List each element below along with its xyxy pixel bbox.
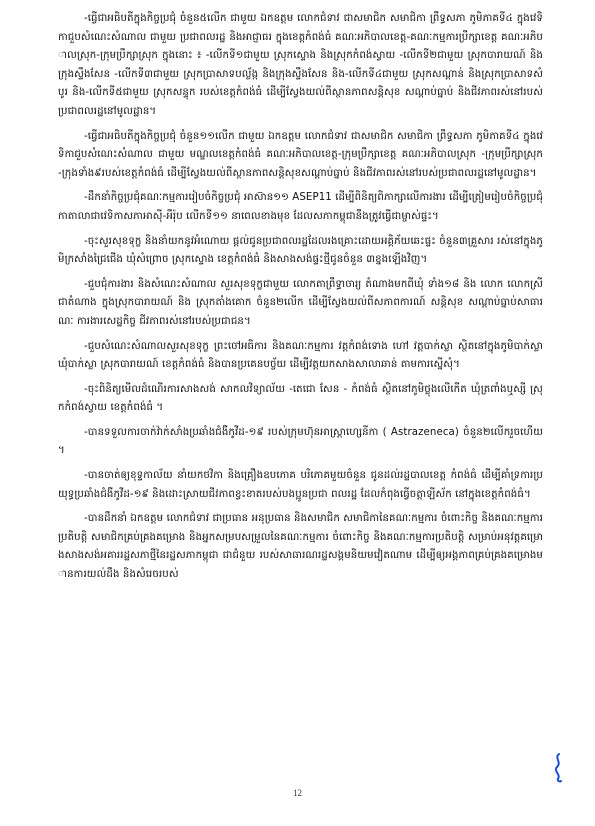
activity-paragraph-5: -ជួបជុំការងារ និងសំណេះសំណាល សួរសុខទុក្ខជាមួយ លោកតាព្រឹទ្ធាចារ្យ តំណាងមកពីឃុំ ទាំង១៨ និង លោក លោកស្រីជាតំណាង ក្នុងស្រុកបារាយណ៍ និង ស្រុកតាំងគោក ចំនួន២លើក ដើម្បីស្វែងយល់ពីសភាពការណ៍ សន្តិសុខ សណ្តាប់ធ្នាប់សាធារណៈ ការងារសេដ្ឋកិច្ច ជីវភាពរស់នៅរបស់ប្រជាជន។ — [58, 278, 543, 327]
activity-paragraph-6: -ជួបសំណេះសំណាលសួរសុខទុក្ខ ព្រះចៅអធិការ និងគណៈកម្មការ វត្តកំពង់ទោង ហៅ វត្តបាក់ស្លា ស្ថិតនៅក្នុងភូមិបាក់ស្លា ឃុំបាក់ស្លា ស្រុកបារាយណ៍ ខេត្តកំពង់ធំ និងបានប្រគេនបច្ច័យ ដើម្បីវត្តយកសាងសាលាឆាន់ តាមការស្នើសុំ។ — [58, 340, 543, 371]
activity-paragraph-7: -ចុះពិនិត្យមើលដំណើរការសាងសង់ សាកលវិទ្យាល័យ -តេជោ សែន - កំពង់ធំ ស្ថិតនៅភូមិថ្លុងលើកើត ឃុំត្រពាំងឬស្សី ស្រុកកំពង់ស្វាយ ខេត្តកំពង់ធំ ។ — [58, 383, 543, 414]
activity-paragraph-3: -ដឹកនាំកិច្ចប្រជុំគណៈកម្មការរៀបចំកិច្ចប្រជុំ អាស៊ាន១១ ASEP11 ដើម្បីពិនិត្យពិភាក្សាលើការងារ ដើម្បីត្រៀមរៀបចំកិច្ចប្រជុំកាតាលាជាវេទិកាសភាអាស៊ី-អឺរ៉ុប លើកទី១១ នាពេលខាងមុខ ដែលសភាកម្ពុជានឹងត្រូវធ្វើជាម្ចាស់ផ្ទះ។ — [58, 192, 543, 222]
activity-paragraph-8: -បានទទួលការចាក់វ៉ាក់សាំងប្រឆាំងជំងឺកូវីដ-១៩ របស់ក្រុមហ៊ុនអាស្រ្តាហ្សេនីកា ( Astrazeneca) ចំនួន២លើករួចហើយ។ — [58, 426, 543, 457]
activity-paragraph-1: -ធ្វើជាអធិបតីក្នុងកិច្ចប្រជុំ ចំនួន៥លើក ជាមួយ ឯកឧត្តម លោកជំទាវ ជាសមាជិក សមាជិកា ព្រឹទ្ធសភា ភូមិភាគទី៤ ក្នុងវេទិកាជួបសំណេះសំណាល ជាមួយ ប្រជាពលរដ្ឋ និងអាជ្ញាធរ ក្នុងខេត្តកំពង់ធំ គណៈអភិបាលខេត្ត-គណៈកម្មការប្រឹក្សាខេត្ត គណៈអភិបាលស្រុក-ក្រុមប្រឹក្សាស្រុក ក្នុងនោះ ៖ -លើកទី១ជាមួយ ស្រុកស្ទោង និងស្រុកកំពង់ស្វាយ -លើកទី២ជាមួយ ស្រុកបារាយណ៍ និង ក្រុងស្ទឹងសែន -លើកទី៣ជាមួយ ស្រុកប្រាសាទបល្ល័ង្ក និងក្រុងស្ទឹងសែន និង-លើកទី៤ជាមួយ ស្រុកសណ្តាន់ និងស្រុកប្រាសាទសំបូរ និង-លើកទី៥ជាមួយ ស្រុកសន្ទុក របស់ខេត្តកំពង់ធំ ដើម្បីស្វែងយល់ពីស្ថានភាពសន្តិសុខ សណ្តាប់ធ្នាប់ និងជីវភាពរស់នៅរបស់ប្រជាពលរដ្ឋនៅមូលដ្ឋាន។ — [58, 13, 543, 117]
page-number: 12 — [293, 788, 302, 798]
activity-paragraph-4: -ចុះសួរសុខទុក្ខ និងនាំយកនូវអំណោយ ផ្តល់ជូនប្រជាពលរដ្ឋដែលរងគ្រោះដោយអគ្គិភ័យឆេះផ្ទះ ចំនួន៣គ្រួសារ រស់នៅក្នុងភូមិក្រសាំងជ្រៃជើង ឃុំសំព្រោច ស្រុកស្ទោង ខេត្តកំពង់ធំ និងសាងសង់ផ្ទះថ្មីជូនចំនួន ៣ខ្នងឡើងវិញ។ — [58, 235, 543, 266]
activity-paragraph-2: -ធ្វើជាអធិបតីក្នុងកិច្ចប្រជុំ ចំនួន១១លើក ជាមួយ ឯកឧត្តម លោកជំទាវ ជាសមាជិក សមាជិកា ព្រឹទ្ធសភា ភូមិភាគទី៤ ក្នុងវេទិកាជួបសំណេះសំណាល ជាមួយ មណ្ឌលខេត្តកំពង់ធំ គណៈអភិបាលខេត្ត-ក្រុមប្រឹក្សាខេត្ត គណៈអភិបាលស្រុក -ក្រុមប្រឹក្សាស្រុក -ក្រុងទាំង៩របស់ខេត្តកំពង់ធំ ដើម្បីស្វែងយល់ពីស្ថានភាពសន្តិសុខសណ្តាប់ធ្នាប់ និងជីវភាពរស់នៅរបស់ប្រជាពលរដ្ឋនៅមូលដ្ឋាន។ — [58, 130, 543, 179]
activity-paragraph-9: -បានចាត់ឲ្យខុទ្ទកាល័យ នាំយកថវិកា និងគ្រឿងឧបភោគ បរិភោគមួយចំនួន ជូនដល់រដ្ឋបាលខេត្ត កំពង់ធំ ដើម្បីគាំទ្រការប្រយុទ្ធប្រឆាំងជំងឺកូវីដ-១៩ និងដោះស្រាយជីវភាពខ្វះខាតរបស់បងប្អូនប្រជា ពលរដ្ឋ ដែលកំពុងធ្វើចត្តាឡីស័ក នៅក្នុងខេត្តកំពង់ធំ។ — [58, 470, 543, 500]
report-body — [58, 10, 543, 591]
activity-paragraph-10: -បានដឹកនាំ ឯកឧត្តម លោកជំទាវ ជាប្រធាន អនុប្រធាន និងសមាជិក សមាជិកានៃគណៈកម្មការ ចំពោះកិច្ច និងគណៈកម្មការប្រតិបត្តិ សមាជិកគ្រប់គ្រងគម្រោង និងអ្នកសម្របសម្រួលនៃគណៈកម្មការ ចំពោះកិច្ច និងគណៈកម្មការប្រតិបត្តិ សម្រាប់អនុវត្តគម្រោងសាងសង់អគាររដ្ឋសភាថ្មីនៃរដ្ឋសភាកម្ពុជា ជាជំនួយ របស់សាធារណរដ្ឋសង្គមនិយមវៀតណាម ដើម្បីឲ្យអង្គភាពគ្រប់គ្រងគម្រោងមានការយល់ដឹង និងសំរេចរបស់ — [58, 513, 543, 581]
blue-initial-mark-icon — [552, 752, 564, 784]
